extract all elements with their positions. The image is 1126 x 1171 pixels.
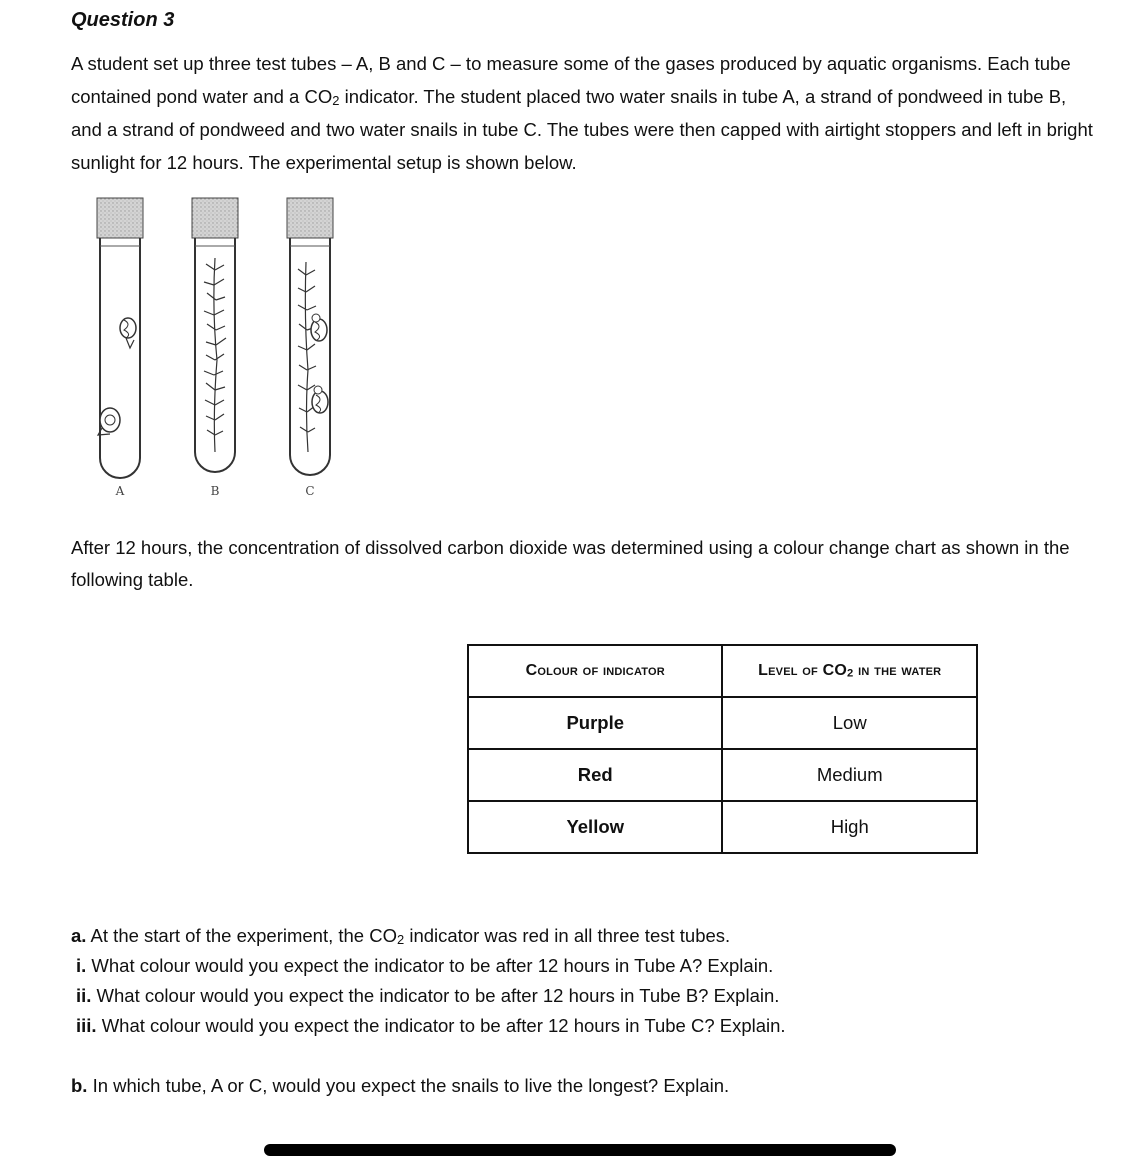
after-paragraph: After 12 hours, the concentration of dissolved carbon dioxide was determined using a colour change chart as shown in the following table. — [71, 537, 1070, 590]
question-a — [71, 921, 1071, 951]
question-ii-label: ii. — [76, 985, 92, 1006]
pondweed-icon — [298, 262, 316, 452]
row-colour: Yellow — [468, 801, 722, 853]
tube-a — [97, 198, 143, 478]
intro-text-2: indicator. The student placed two water snails in tube A, a strand of pondweed in tube B, and a strand of pondweed and two water snails in tube C. The tubes were then capped with airtight stoppers and left in bright sunlight for 12 hours. The experimental setup is shown below. — [71, 86, 1093, 173]
intro-paragraph — [71, 47, 1101, 179]
test-tube-diagram — [80, 190, 360, 510]
row-level: High — [722, 801, 977, 853]
colour-change-table — [467, 644, 978, 854]
row-colour: Purple — [468, 697, 722, 749]
question-a-label: a. — [71, 925, 87, 946]
question-iii-label: iii. — [76, 1015, 97, 1036]
header-level — [722, 645, 977, 697]
question-ii-text: What colour would you expect the indicator to be after 12 hours in Tube B? Explain. — [91, 985, 780, 1006]
intro-subscript: 2 — [332, 92, 340, 108]
questions-block — [71, 921, 1071, 1101]
table-header-row — [468, 645, 977, 697]
snail-icon — [312, 386, 328, 413]
question-b-text: In which tube, A or C, would you expect the snails to live the longest? Explain. — [87, 1075, 730, 1096]
row-level: Low — [722, 697, 977, 749]
snail-icon — [120, 318, 136, 348]
tube-c — [287, 198, 333, 475]
row-level: Medium — [722, 749, 977, 801]
question-i-text: What colour would you expect the indicator to be after 12 hours in Tube A? Explain. — [86, 955, 774, 976]
question-iii-text: What colour would you expect the indicator to be after 12 hours in Tube C? Explain. — [96, 1015, 786, 1036]
question-b — [71, 1071, 1071, 1101]
question-heading: Question 3 — [71, 9, 175, 31]
row-colour: Red — [468, 749, 722, 801]
header-level-subscript: 2 — [847, 667, 854, 680]
intro-text-1: A student set up three test tubes – A, B and C – to measure some of the gases produced by aquatic organisms. Each tube contained pond water and a CO — [71, 53, 1071, 107]
question-a-iii — [71, 1011, 1071, 1041]
tube-label-b: B — [210, 484, 220, 498]
header-level-text-post: in the water — [853, 662, 942, 679]
tube-label-a: A — [115, 484, 125, 498]
pondweed-icon — [204, 258, 226, 452]
question-a-subscript: 2 — [396, 931, 405, 947]
snail-icon — [98, 408, 120, 435]
tube-label-c: C — [305, 484, 315, 498]
table-row — [468, 801, 977, 853]
header-level-text: Level of CO — [758, 662, 848, 679]
home-indicator-bar[interactable] — [264, 1144, 896, 1156]
header-colour: Colour of indicator — [468, 645, 722, 697]
question-i-label: i. — [76, 955, 87, 976]
question-b-label: b. — [71, 1075, 88, 1096]
table-row — [468, 749, 977, 801]
tube-b — [192, 198, 238, 472]
question-a-i — [71, 951, 1071, 981]
snail-icon — [311, 314, 327, 341]
question-a-text-post: indicator was red in all three test tubes. — [404, 925, 731, 946]
table-row — [468, 697, 977, 749]
question-a-ii — [71, 981, 1071, 1011]
question-a-text: At the start of the experiment, the CO — [86, 925, 397, 946]
